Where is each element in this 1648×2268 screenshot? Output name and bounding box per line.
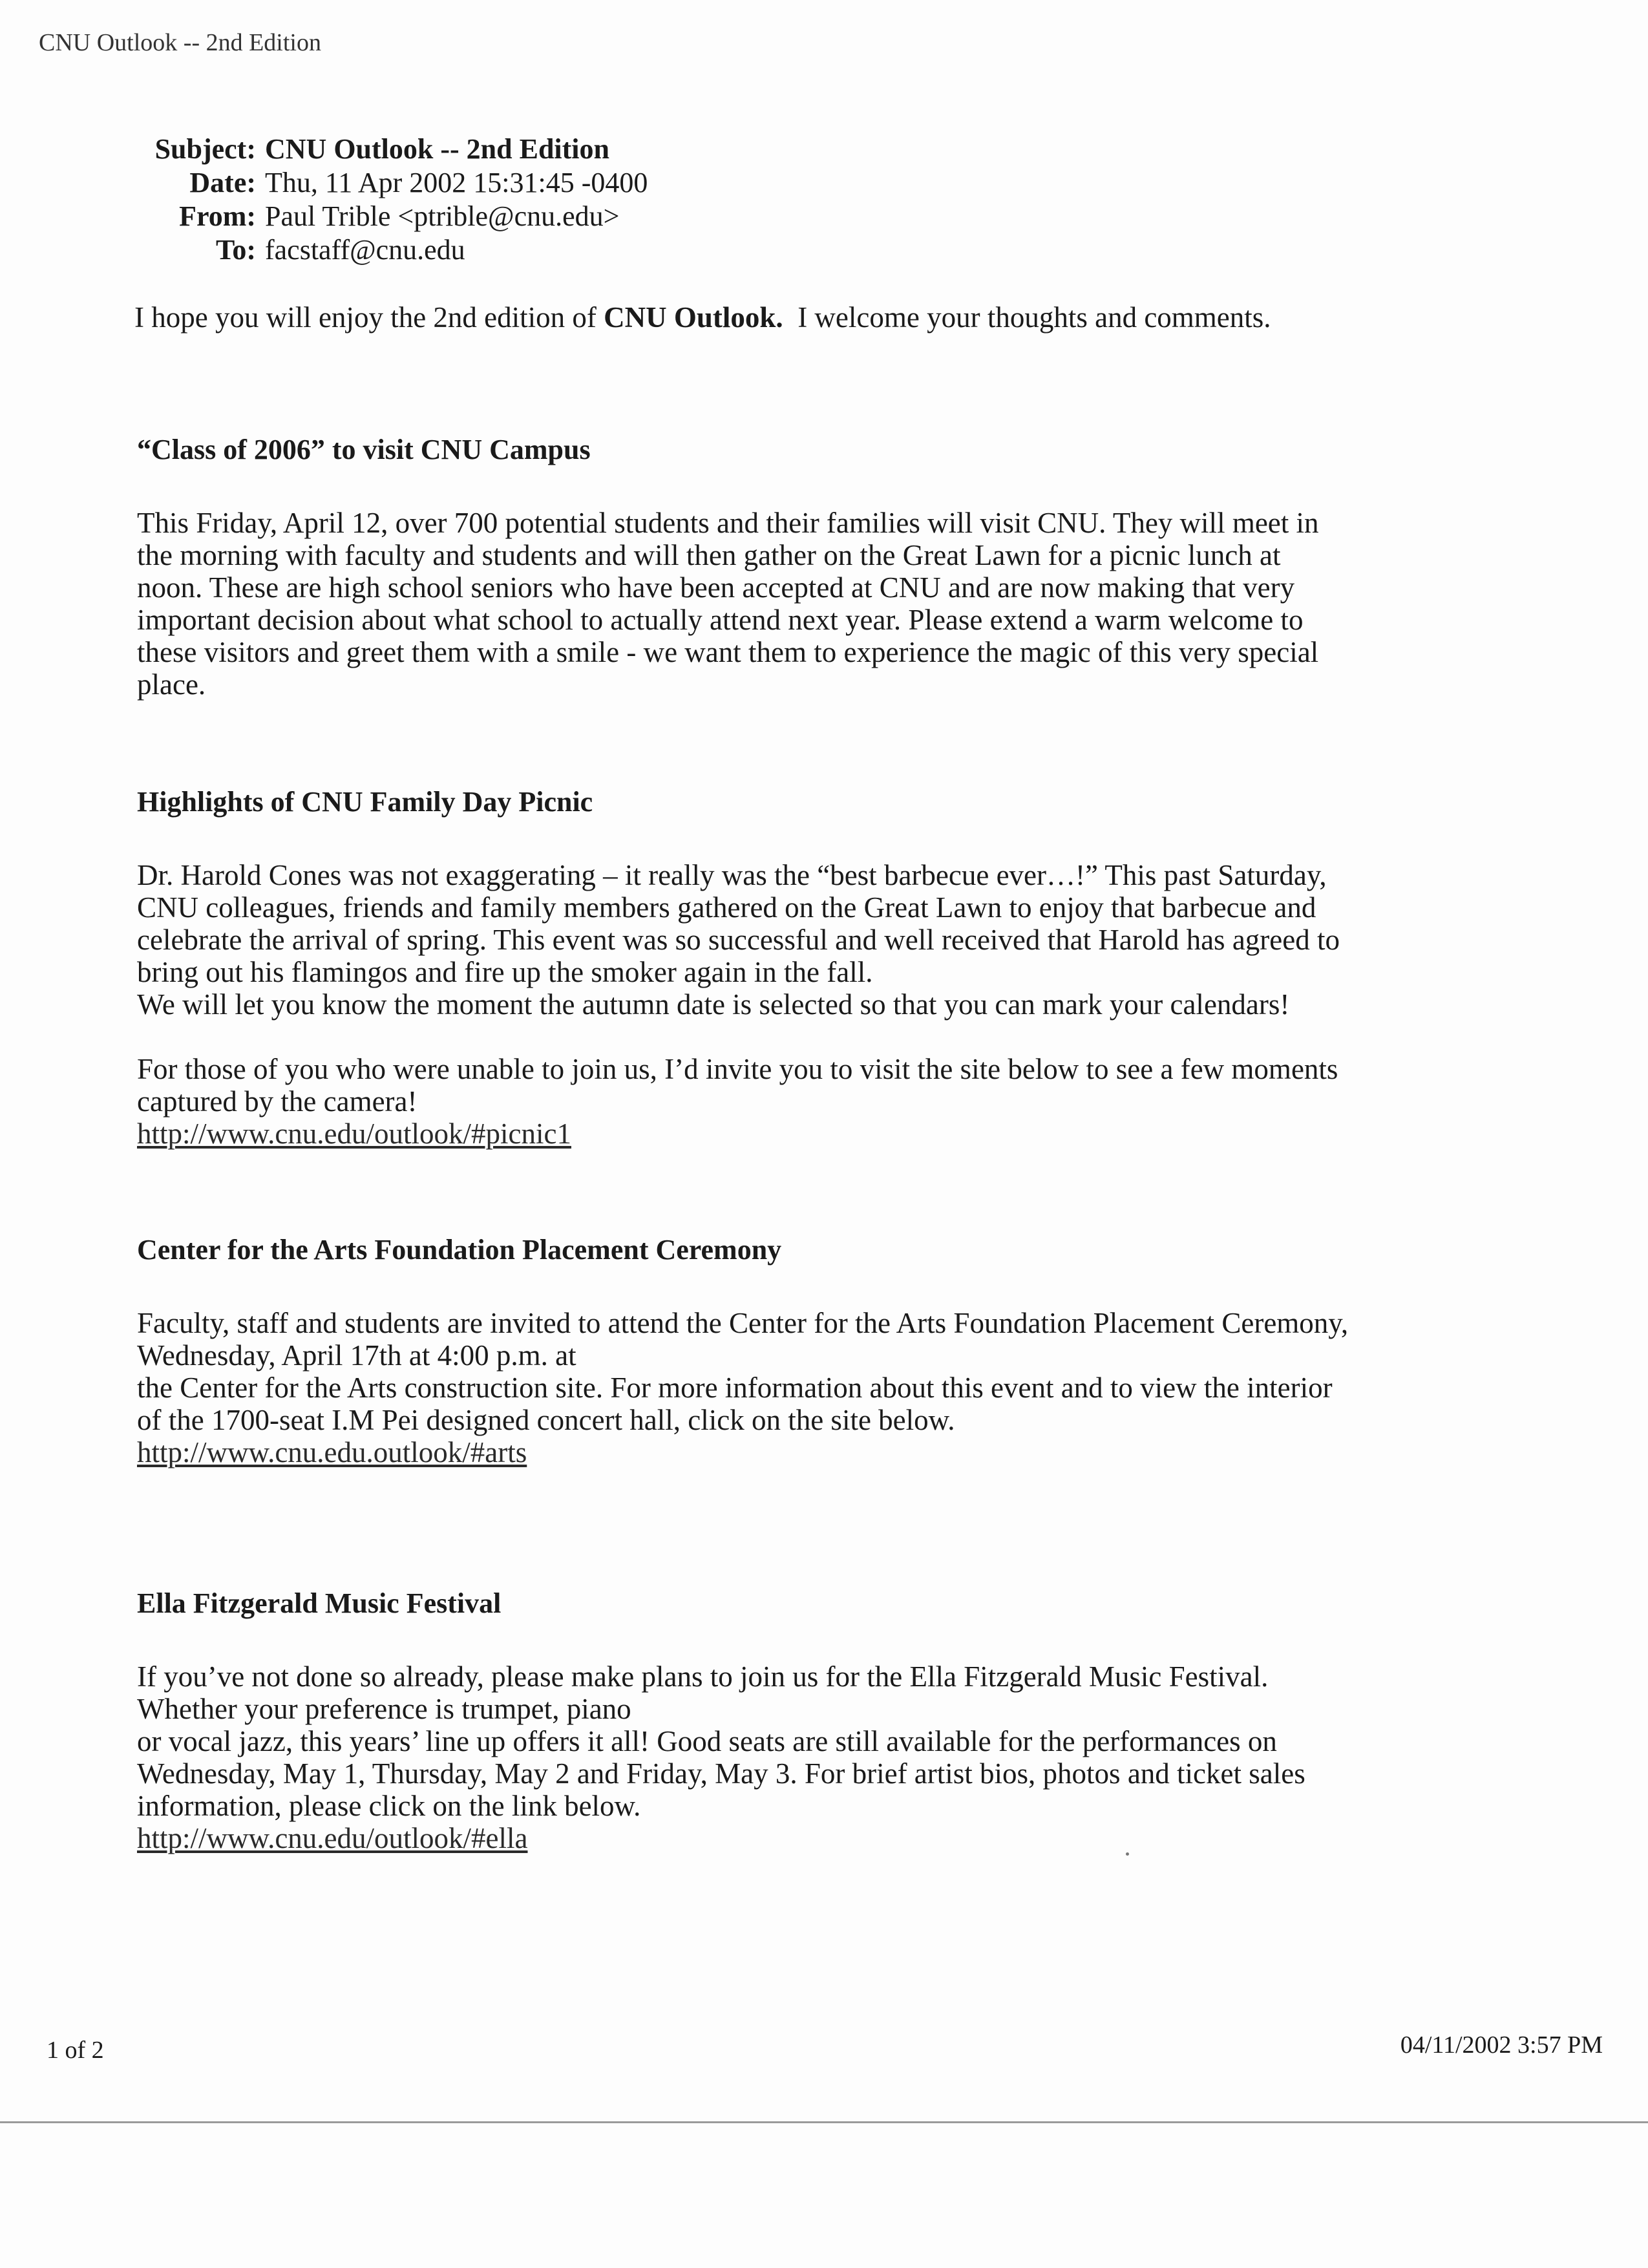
header-from	[136, 200, 648, 233]
body-line: the Center for the Arts construction site. For more information about this event and to view the interior	[137, 1372, 1333, 1404]
article-body	[137, 1660, 1527, 1854]
article-body	[137, 507, 1527, 701]
article-class-of-2006	[137, 433, 1527, 701]
arts-ceremony-link[interactable]: http://www.cnu.edu.outlook/#arts	[137, 1436, 527, 1468]
article-body	[137, 859, 1527, 1150]
body-line: bring out his flamingos and fire up the smoker again in the fall.	[137, 956, 873, 988]
header-label: To:	[216, 234, 256, 266]
email-headers	[136, 132, 648, 267]
header-value: facstaff@cnu.edu	[265, 234, 465, 266]
body-line: If you’ve not done so already, please make plans to join us for the Ella Fitzgerald Music Festival.	[137, 1660, 1269, 1693]
body-line: Whether your preference is trumpet, piano	[137, 1693, 631, 1725]
header-value: CNU Outlook -- 2nd Edition	[265, 133, 610, 165]
scan-speck	[1126, 1852, 1129, 1856]
ella-festival-link[interactable]: http://www.cnu.edu/outlook/#ella	[137, 1822, 528, 1854]
body-line: Dr. Harold Cones was not exaggerating – it really was the “best barbecue ever…!” This past Saturday,	[137, 859, 1327, 891]
article-title: Highlights of CNU Family Day Picnic	[137, 786, 593, 818]
body-line: CNU colleagues, friends and family members gathered on the Great Lawn to enjoy that barbecue and	[137, 891, 1316, 924]
intro-paragraph	[134, 301, 1271, 334]
body-line: Wednesday, May 1, Thursday, May 2 and Friday, May 3. For brief artist bios, photos and ticket sales	[137, 1757, 1305, 1790]
body-line: captured by the camera!	[137, 1085, 417, 1118]
article-title: Center for the Arts Foundation Placement Ceremony	[137, 1234, 782, 1266]
article-ella-fitzgerald-festival	[137, 1587, 1527, 1854]
header-value: Paul Trible <ptrible@cnu.edu>	[265, 200, 620, 232]
header-label: Date:	[189, 167, 256, 198]
header-to	[136, 233, 648, 267]
picnic-photos-link[interactable]: http://www.cnu.edu/outlook/#picnic1	[137, 1118, 571, 1150]
body-line: This Friday, April 12, over 700 potential students and their families will visit CNU. They will meet in	[137, 507, 1319, 539]
header-date	[136, 166, 648, 200]
print-timestamp: 04/11/2002 3:57 PM	[1400, 2031, 1603, 2059]
page-bottom-rule	[0, 2121, 1648, 2123]
body-line: information, please click on the link below.	[137, 1790, 641, 1822]
header-label: Subject:	[154, 133, 256, 165]
body-line: Wednesday, April 17th at 4:00 p.m. at	[137, 1339, 576, 1372]
body-line: celebrate the arrival of spring. This event was so successful and well received that Harold has agreed to	[137, 924, 1340, 956]
body-line: important decision about what school to actually attend next year. Please extend a warm welcome to	[137, 604, 1304, 636]
header-value: Thu, 11 Apr 2002 15:31:45 -0400	[265, 167, 648, 198]
running-header: CNU Outlook -- 2nd Edition	[39, 29, 321, 56]
body-line: these visitors and greet them with a smile - we want them to experience the magic of this very special	[137, 636, 1319, 668]
intro-text: I hope you will enjoy the 2nd edition of	[134, 301, 604, 334]
article-title: Ella Fitzgerald Music Festival	[137, 1587, 502, 1619]
body-line: noon. These are high school seniors who have been accepted at CNU and are now making that very	[137, 571, 1295, 604]
body-line: We will let you know the moment the autumn date is selected so that you can mark your calendars!	[137, 988, 1290, 1021]
body-line: the morning with faculty and students and will then gather on the Great Lawn for a picnic lunch at	[137, 539, 1281, 571]
body-line: of the 1700-seat I.M Pei designed concert hall, click on the site below.	[137, 1404, 955, 1436]
intro-text: I welcome your thoughts and comments.	[783, 301, 1271, 334]
body-line: or vocal jazz, this years’ line up offers it all! Good seats are still available for the performances on	[137, 1725, 1277, 1757]
article-family-day-picnic	[137, 785, 1527, 1150]
intro-emphasis: CNU Outlook.	[604, 301, 783, 334]
page-number: 1 of 2	[47, 2037, 104, 2064]
header-label: From:	[179, 200, 256, 232]
article-body	[137, 1307, 1527, 1468]
article-arts-foundation-ceremony	[137, 1233, 1527, 1468]
body-line: Faculty, staff and students are invited to attend the Center for the Arts Foundation Placement Ceremony,	[137, 1307, 1349, 1339]
body-line: place.	[137, 668, 206, 701]
header-subject	[136, 132, 648, 166]
body-line: For those of you who were unable to join us, I’d invite you to visit the site below to see a few moments	[137, 1053, 1338, 1085]
article-title: “Class of 2006” to visit CNU Campus	[137, 434, 591, 465]
